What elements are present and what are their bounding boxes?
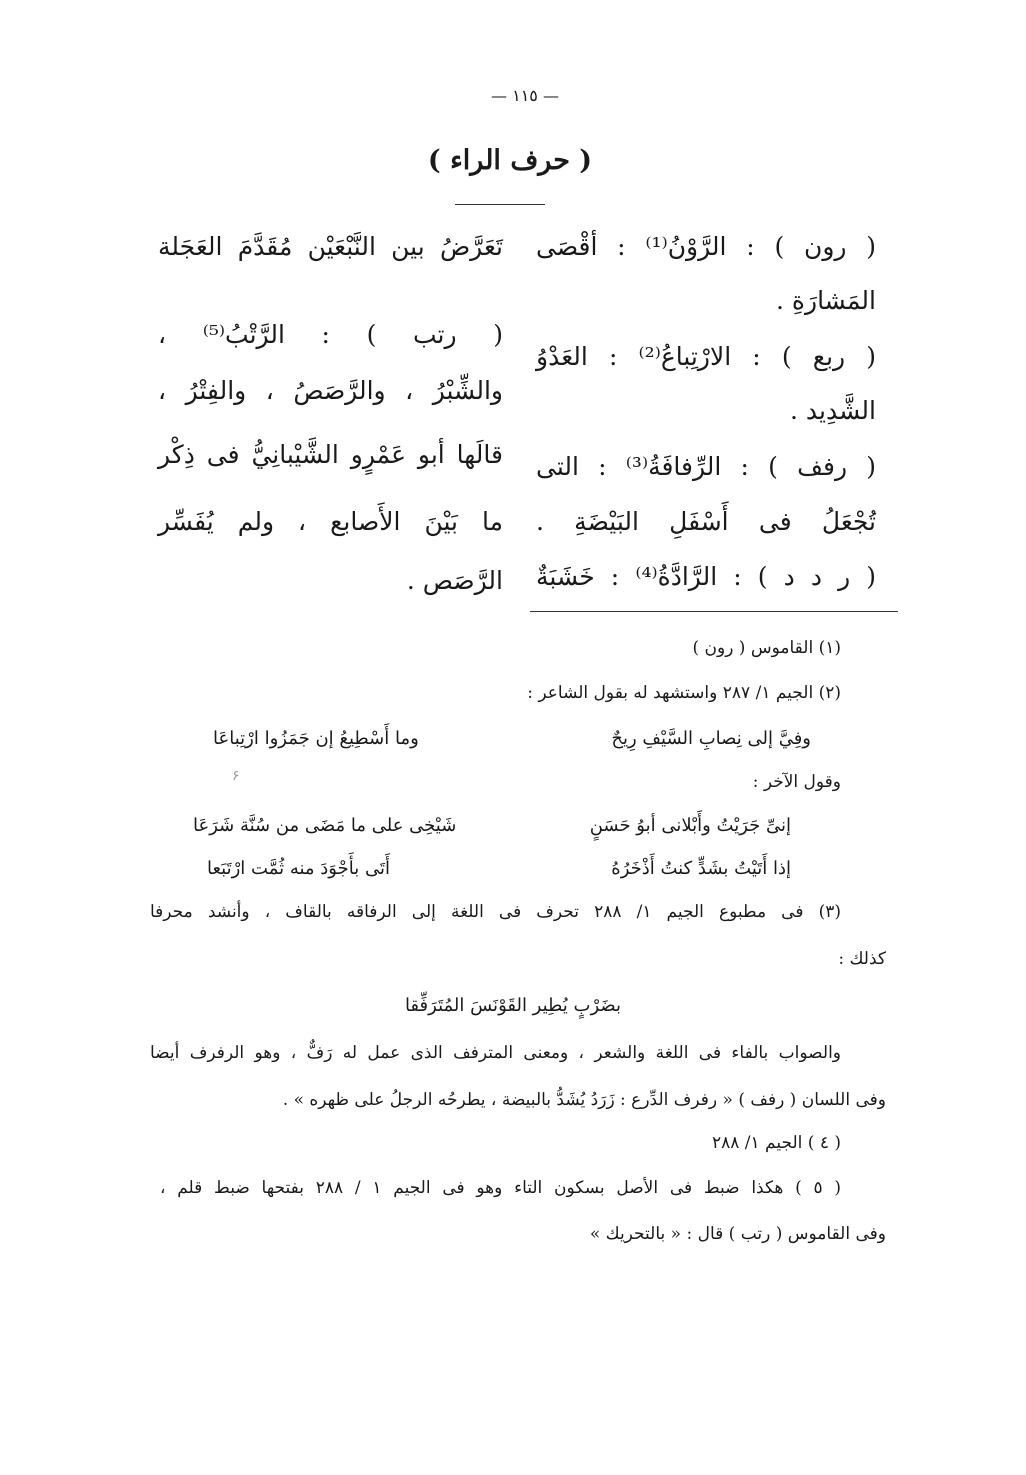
entry-rafaf-line1: ( رفف ) : الرِّفافَةُ⁽³⁾ : التى [536, 452, 876, 481]
footnote-2-other: وقول الآخر : [752, 772, 841, 792]
verse-4: بضَرْبٍ يُطِير القَوْنَسَ المُتَرَفِّقا [404, 995, 622, 1016]
verse-1-first-hemistich: وفِيَّ إلى نِصابِ السَّيْفِ رِيحٌ [611, 728, 811, 749]
footnote-3-line3: والصواب بالفاء فى اللغة والشعر ، ومعنى المترفف الذى عمل له رَفٌّ ، وهو الرفرف أيضا [150, 1043, 841, 1063]
verse-1-second-hemistich: وما أَسْطِيعُ إن جَمَزُوا ارْتِباعَا [213, 728, 419, 749]
entry-roun-continuation: تَعَرَّضُ بين النَّبْعَيْن مُقَدَّمَ العَجَلة [158, 232, 503, 261]
entry-roun-line2: المَشارَةِ . [776, 286, 876, 315]
footnote-3-line4: وفى اللسان ( رفف ) « رفرف الدِّرع : زَرَدُ يُشَدُّ بالبيضة ، يطرحُه الرجلُ على ظهره » . [282, 1090, 886, 1110]
footnote-3-line2: كذلك : [838, 949, 886, 969]
verse-2-first-hemistich: إنىِّ جَرَيْتُ وأَبْلانى أبوُ حَسَنٍ [589, 815, 791, 836]
footnote-3-line1: (٣) فى مطبوع الجيم ١/ ٢٨٨ تحرف فى اللغة إلى الرفاقه بالقاف ، وأنشد محرفا [150, 902, 841, 922]
entry-ratab-line2: والشِّبْرُ ، والرَّصَصُ ، والفِتْرُ ، [158, 376, 503, 405]
stray-mark: ۶ [232, 768, 240, 784]
verse-3-first-hemistich: إذا أَتَيْتُ بشَدٍّ كنتُ أَذْخَرُهُ [611, 858, 791, 879]
entry-rabaa-line2: الشَّدِيد . [790, 396, 876, 425]
entry-ratab-line1: ( رتب ) : الرَّتْبُ⁽⁵⁾ ، [158, 320, 503, 349]
verse-3-second-hemistich: أَتَى بأَجْوَدَ منه ثُمَّت ارْتَبَعا [207, 858, 390, 879]
footnote-divider [530, 611, 898, 612]
page-title: ( حرف الراء ) [427, 145, 593, 176]
entry-ratab-line3: قالَها أبو عَمْرٍو الشَّيْبانِيُّ فى ذِكْر [158, 440, 503, 469]
entry-rafaf-line2: تُجْعَلُ فى أَسْفَلِ البَيْضَةِ . [536, 507, 876, 536]
verse-2-second-hemistich: شَيْخِى على ما مَضَى من سُنَّة شَرَعَا [193, 815, 457, 836]
footnote-5-line2: وفى القاموس ( رتب ) قال : « بالتحريك » [589, 1224, 886, 1244]
entry-radad-line1: ( ر د د ) : الرَّادَّةُ⁽⁴⁾ : خَشَبَةٌ [536, 562, 876, 591]
footnote-5-line1: ( ٥ ) هكذا ضبط فى الأصل بسكون التاء وهو فى الجيم ١ / ٢٨٨ بفتحها ضبط قلم ، [160, 1178, 841, 1198]
footnote-4: ( ٤ ) الجيم ١/ ٢٨٨ [711, 1133, 841, 1153]
entry-radad-line2: الرَّصَص . [406, 566, 503, 595]
page-number: — ١١٥ — [491, 86, 559, 105]
entries-left-column [158, 0, 503, 620]
entry-roun-line1: ( رون ) : الرَّوْنُ⁽¹⁾ : أقْصَى [536, 232, 877, 261]
entry-rabaa-line1: ( ربع ) : الارْتِباعُ⁽²⁾ : العَدْوُ [536, 342, 876, 371]
entries-right-column [536, 0, 876, 620]
footnote-2: (٢) الجيم ١/ ٢٨٧ واستشهد له بقول الشاعر : [527, 683, 841, 703]
entry-ratab-line4: ما بَيْنَ الأَصابع ، ولم يُفَسِّر [158, 507, 503, 536]
footnote-1: (١) القاموس ( رون ) [692, 638, 841, 658]
